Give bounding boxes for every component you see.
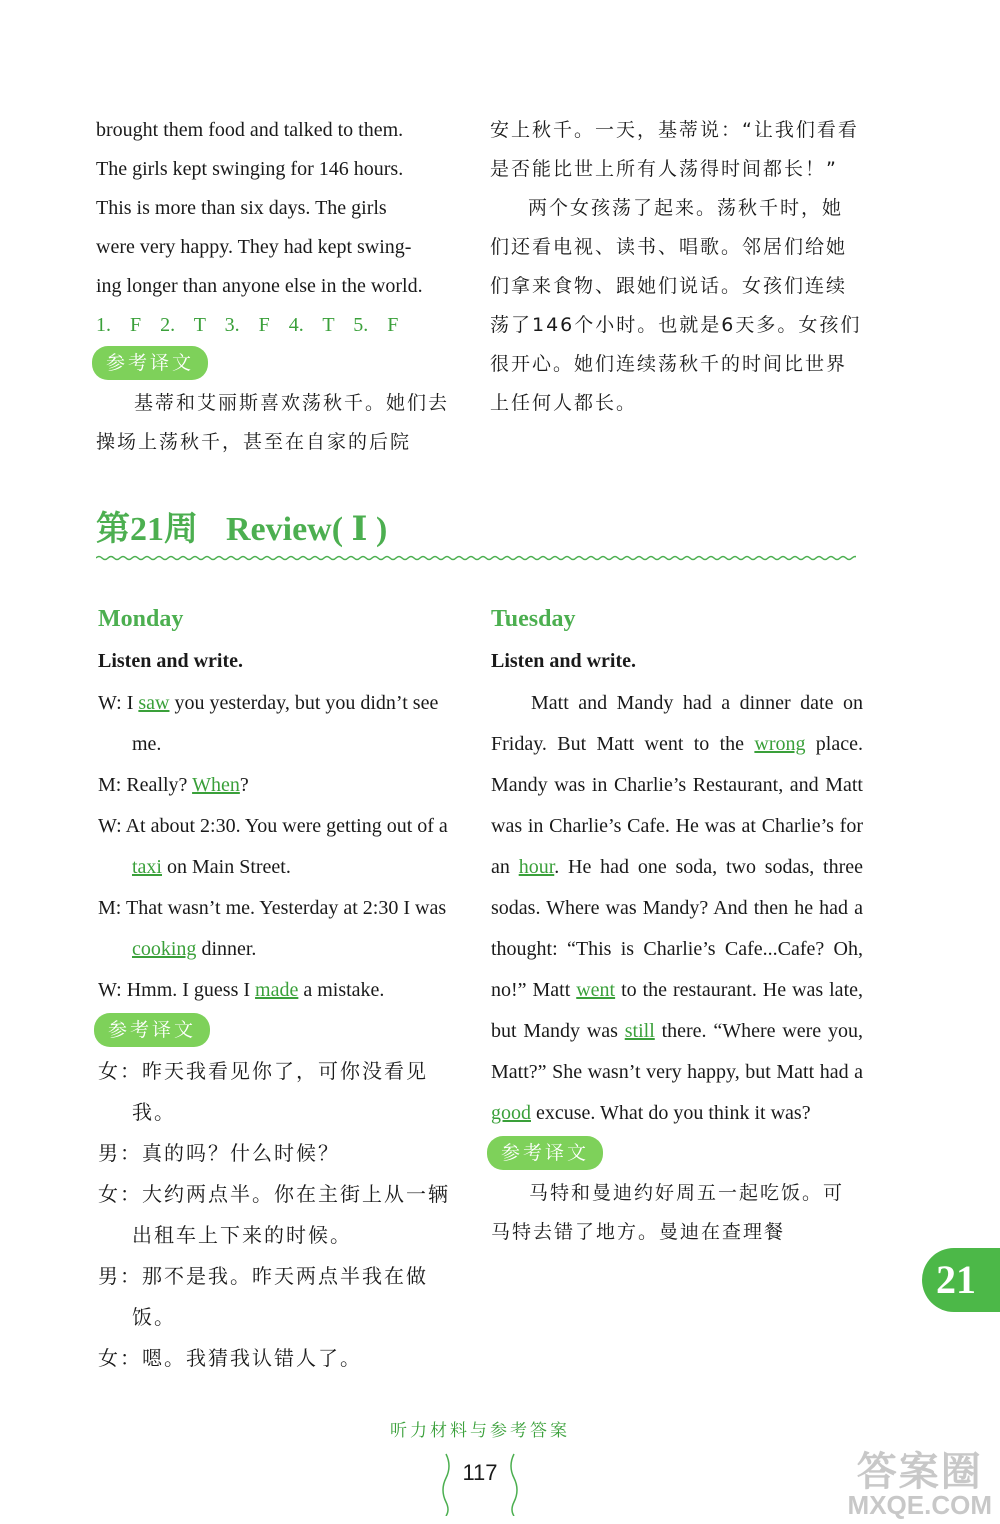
prev-story-line: The girls kept swinging for 146 hours.	[96, 158, 404, 180]
tuesday-heading: Tuesday	[491, 606, 576, 632]
fill-answer: wrong	[754, 733, 806, 755]
story-text: excuse. What do you think it was?	[531, 1102, 811, 1124]
story-text: there. “Where were you, Matt?” She wasn’t very happy, but Matt had a	[491, 1020, 863, 1083]
week-number: 第21周	[96, 511, 198, 548]
watermark	[848, 1452, 992, 1518]
monday-task: Listen and write.	[98, 650, 243, 672]
week-review-title: Review( Ⅰ )	[226, 511, 388, 548]
dialogue-line: M: That wasn’t me. Yesterday at 2:30 I was cooking dinner.	[98, 897, 447, 960]
tuesday-story	[491, 683, 863, 1134]
prev-story-line: brought them food and talked to them.	[96, 119, 404, 141]
answer-key: 1. F 2. T 3. F 4. T 5. F	[96, 314, 399, 336]
prev-story-translation-p2: 两个女孩荡了起来。荡秋千时，她们还看电视、读书、唱歌。邻居们给她们拿来食物、跟她们说话。女孩们连续荡了146个小时。也就是6天多。女孩们很开心。她们连续荡秋千的时间比世界上任何人都长。	[490, 197, 862, 414]
fill-answer: still	[624, 1020, 655, 1042]
monday-column	[98, 603, 470, 1379]
page-number: 117	[462, 1460, 498, 1485]
fill-answer: good	[491, 1102, 531, 1124]
watermark-line2: MXQE.COM	[847, 1490, 992, 1520]
prev-story-line: ing longer than anyone else in the world.	[96, 275, 423, 297]
week-title	[96, 505, 856, 555]
translation-badge: 参考译文	[94, 1013, 210, 1047]
dialogue-line: W: At about 2:30. You were getting out of a taxi on Main Street.	[98, 815, 448, 878]
tuesday-task: Listen and write.	[491, 650, 636, 672]
story-text: Matt and Mandy had a dinner date on Friday. But Matt went to the	[491, 692, 863, 755]
prev-story-translation-p1: 安上秋千。一天，基蒂说：“让我们看看是否能比世上所有人荡得时间都长！”	[490, 119, 859, 180]
fill-answer: When	[192, 774, 240, 796]
translation-line: 男：真的吗？什么时候？	[98, 1141, 340, 1165]
prev-story-line: were very happy. They had kept swing-	[96, 236, 412, 258]
watermark-line1: 答案圈	[856, 1450, 983, 1494]
fill-answer: taxi	[132, 856, 162, 878]
fill-answer: saw	[138, 692, 170, 714]
translation-line: 男：那不是我。昨天两点半我在做饭。	[98, 1264, 428, 1329]
tuesday-translation: 马特和曼迪约好周五一起吃饭。可马特去错了地方。曼迪在查理餐	[491, 1182, 845, 1243]
prev-story-line: This is more than six days. The girls	[96, 197, 387, 219]
dialogue-line: W: Hmm. I guess I made a mistake.	[98, 979, 385, 1001]
dialogue-line: W: I saw you yesterday, but you didn’t see me.	[98, 692, 439, 755]
story-text: to the restaurant. He was late, but Mandy was	[491, 979, 863, 1042]
story-text: place. Mandy was in Charlie’s Restaurant, and Matt was in Charlie’s Cafe. He was at Charlie’s for an	[491, 733, 863, 878]
footer-title: 听力材料与参考答案	[390, 1421, 570, 1441]
translation-line: 女：昨天我看见你了，可你没看见我。	[98, 1059, 428, 1124]
prev-story-left-column	[96, 111, 468, 462]
translation-line: 女：嗯。我猜我认错人了。	[98, 1346, 362, 1370]
fill-answer: went	[576, 979, 616, 1001]
page-number-frame	[442, 1452, 518, 1516]
tuesday-column	[491, 603, 863, 1252]
monday-heading: Monday	[98, 606, 184, 632]
translation-badge: 参考译文	[487, 1136, 603, 1170]
fill-answer: made	[255, 979, 299, 1001]
fill-answer: hour	[518, 856, 555, 878]
translation-badge: 参考译文	[92, 346, 208, 380]
prev-story-translation-left: 基蒂和艾丽斯喜欢荡秋千。她们去操场上荡秋千，甚至在自家的后院	[96, 392, 450, 453]
week-side-tab: 21	[922, 1248, 1000, 1312]
translation-line: 女：大约两点半。你在主街上从一辆出租车上下来的时候。	[98, 1182, 450, 1247]
story-text: . He had one soda, two sodas, three sodas. Where was Mandy? And then he had a thought: “This is Charlie’s Cafe...Cafe? Oh, no!” Matt	[491, 856, 863, 1001]
week-header	[96, 505, 856, 565]
fill-answer: cooking	[132, 938, 197, 960]
prev-story-right-column	[490, 111, 862, 423]
dialogue-line: M: Really? When?	[98, 774, 249, 796]
